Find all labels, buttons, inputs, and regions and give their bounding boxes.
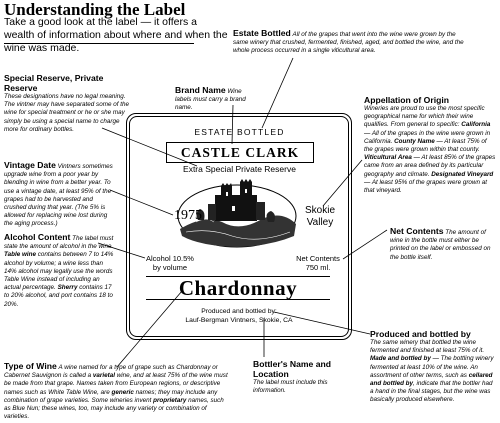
note-alcohol-body3: contains 17 to 20% alcohol, and port contains 18 to 20%.	[4, 284, 113, 308]
note-special-reserve	[4, 73, 132, 134]
note-type-body2: wine, and at least 75% of the wine must be made from that grape. Names taken from European regions, or descriptive names such as White Table Wine, are	[4, 372, 228, 396]
intro-text: Take a good look at the label — it offers a wealth of information about where and when the wine was made.	[4, 16, 228, 54]
label-net-line2: 750 ml.	[305, 263, 331, 272]
note-vintage-date	[4, 160, 116, 229]
note-bottler-name	[253, 359, 353, 395]
label-appellation	[300, 205, 340, 229]
note-brand-name	[175, 85, 257, 113]
note-appellation-term4: Designated Vineyard	[431, 170, 494, 178]
note-appellation	[364, 95, 496, 195]
note-produced-body1: The same winery that bottled the wine fermented and finished at least 75% of it.	[370, 339, 485, 355]
note-appellation-term3: Viticultural Area	[364, 154, 412, 162]
note-bottler-body: The label must include this information.	[253, 379, 328, 395]
note-brand-body: Wine labels must carry a brand name.	[175, 88, 246, 112]
note-alcohol-body1: The label must state the amount of alcohol in the wine.	[4, 235, 114, 251]
label-vintage-year: 1975	[174, 208, 202, 223]
note-appellation-body1: Wineries are proud to use the most specific geographical name for which their wine qualifies. From general to specific:	[364, 105, 485, 129]
label-alcohol-line1: Alcohol 10.5%	[146, 254, 194, 263]
label-bottler	[130, 307, 348, 325]
note-type-body4: names, such as Blue Nun; these wines, too, may include any variety or combination of varieties.	[4, 396, 224, 421]
note-alcohol-term1: Table wine	[4, 251, 36, 259]
note-produced-term2: cellared and bottled by	[370, 371, 493, 388]
note-produced-heading: Produced and bottled by	[370, 329, 471, 339]
note-special-heading: Special Reserve, Private Reserve	[4, 73, 104, 93]
label-alcohol	[142, 254, 198, 272]
note-alcohol-body2: contains between 7 to 14% alcohol by volume; a wine less than 14% alcohol may legally use the words Table Wine instead of including an actual percentage.	[4, 251, 114, 292]
note-vintage-heading: Vintage Date	[4, 160, 56, 170]
label-alcohol-line2: by volume	[152, 263, 188, 272]
note-appellation-term1: California	[461, 121, 491, 129]
page-title: Understanding the Label	[4, 0, 186, 19]
note-appellation-body5: — At least 95% of the grapes were grown at that vineyard.	[364, 178, 487, 195]
note-produced-term1: Made and bottled by	[370, 355, 431, 363]
note-produced-body3: , indicate that the bottler had a hand in the final stages, but the wine was basically produced elsewhere.	[370, 380, 493, 404]
note-type-of-wine	[4, 361, 230, 421]
label-origin-line1: Skokie	[304, 205, 335, 216]
note-alcohol-heading: Alcohol Content	[4, 232, 71, 242]
note-estate-heading: Estate Bottled	[233, 28, 291, 38]
note-estate-bottled	[233, 28, 465, 56]
note-net-heading: Net Contents	[390, 226, 444, 236]
note-appellation-body4: — At least 85% of the grapes came from an area defined by its particular geography and climate.	[364, 154, 496, 178]
note-alcohol-term2: Sherry	[57, 284, 78, 292]
note-alcohol-content	[4, 232, 117, 309]
note-bottler-heading: Bottler's Name and Location	[253, 359, 331, 379]
label-bottler-line1: Produced and bottled by:	[201, 308, 277, 315]
note-special-body: These designations have no legal meaning. The vintner may have separated some of the wine for special treatment or he or she may simply be using a special name to charge more for ordinary bottles.	[4, 93, 129, 133]
note-appellation-heading: Appellation of Origin	[364, 95, 449, 105]
note-produced-bottled	[370, 329, 496, 405]
note-type-term3: proprietary	[153, 396, 187, 404]
note-appellation-body2: — All of the grapes in the wine were grown in California.	[364, 129, 491, 145]
label-net-contents	[292, 254, 344, 272]
label-varietal: Chardonnay	[178, 276, 298, 300]
note-type-body1: A wine named for a type of grape such as Chardonnay or Cabernet Sauvignon is called a	[4, 364, 218, 380]
note-appellation-term2: County Name	[394, 137, 435, 145]
label-origin-line2: Valley	[306, 217, 334, 228]
note-appellation-body3: — At least 75% of the grapes were grown within that county.	[364, 137, 487, 154]
note-type-term2: generic	[111, 388, 134, 396]
note-type-heading: Type of Wine	[4, 361, 57, 371]
note-net-body: The amount of wine in the bottle must either be printed on the label or embossed on the bottle itself.	[390, 229, 491, 261]
note-net-contents	[390, 226, 496, 262]
note-type-body3: names; they may include any combination of grape varieties. Some wineries invent	[4, 388, 218, 404]
label-special-designation: Extra Special Private Reserve	[183, 164, 296, 174]
note-brand-heading: Brand Name	[175, 85, 226, 95]
label-net-line1: Net Contents	[296, 254, 340, 263]
note-vintage-body: Vintners sometimes upgrade wine from a poor year by blending in wine from a better year. To use a vintage date, at least 95% of the grapes had to be harvested and crushed during that year. (The 5% is allowed for replacing wine lost during the aging process.)	[4, 163, 113, 228]
label-bottler-line2: Lauf-Bergman Vintners, Skokie, CA	[185, 317, 293, 324]
note-produced-body2: — The bottling winery fermented at least 10% of the wine. An assortment of other terms, such as	[370, 355, 494, 379]
label-estate-bottled: ESTATE BOTTLED	[194, 127, 285, 137]
label-brand-name: CASTLE CLARK	[166, 142, 314, 163]
note-type-term1: varietal	[92, 372, 115, 380]
note-estate-body: All of the grapes that went into the wine were grown by the same winery that crushed, fermented, finished, aged, and bottled the wine, and the whole process occurred in a single viticultural area.	[233, 31, 464, 55]
